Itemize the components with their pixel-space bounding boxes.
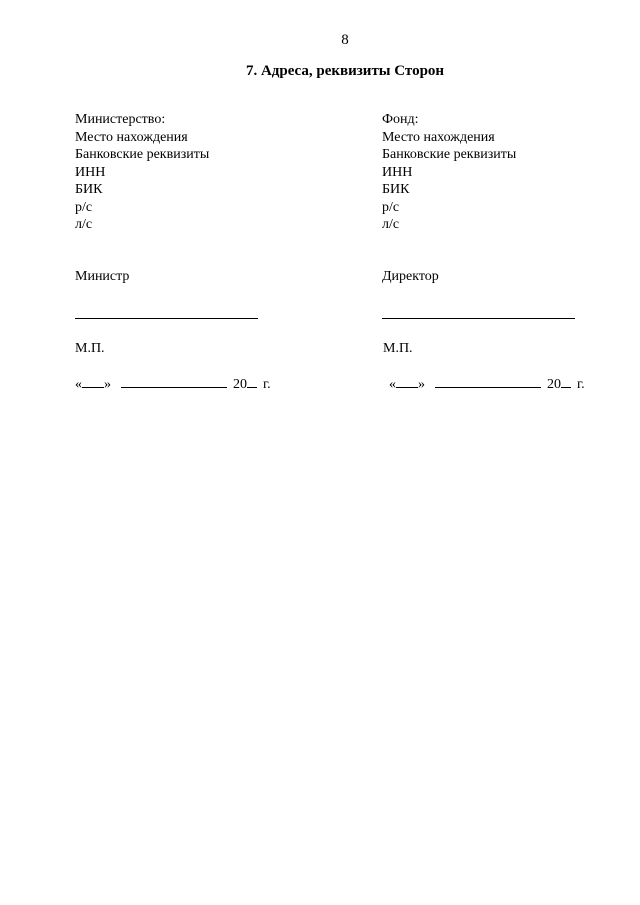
ministry-ls-label: л/с — [75, 217, 93, 232]
date-year-suffix: г. — [263, 377, 271, 392]
fund-bik-label: БИК — [382, 182, 410, 197]
ministry-bik-label: БИК — [75, 182, 103, 197]
minister-position-label: Министр — [75, 269, 130, 284]
date-year-prefix: 20 — [547, 377, 561, 392]
date-year-suffix: г. — [577, 377, 585, 392]
director-position-label: Директор — [382, 269, 439, 284]
date-close-quote: » — [104, 377, 111, 392]
fund-requisites-block — [382, 111, 516, 234]
date-day-blank — [82, 375, 104, 388]
minister-stamp-label: М.П. — [75, 341, 105, 356]
date-month-blank — [435, 375, 541, 388]
ministry-rs-label: р/с — [75, 199, 93, 215]
fund-rs-label: р/с — [382, 199, 400, 215]
section-title: 7. Адреса, реквизиты Сторон — [245, 63, 445, 79]
date-year-prefix: 20 — [233, 377, 247, 392]
ministry-inn-label: ИНН — [75, 164, 106, 180]
ministry-bank-label: Банковские реквизиты — [75, 147, 210, 162]
date-year-blank — [247, 375, 257, 388]
fund-label: Фонд: — [382, 112, 419, 127]
date-year-blank — [561, 375, 571, 388]
date-open-quote: « — [389, 377, 396, 392]
minister-date-line — [75, 375, 271, 393]
fund-inn-label: ИНН — [382, 164, 413, 180]
director-stamp-label: М.П. — [383, 341, 413, 356]
fund-ls-label: л/с — [382, 217, 400, 232]
date-open-quote: « — [75, 377, 82, 392]
date-month-blank — [121, 375, 227, 388]
director-signature-line — [382, 318, 575, 319]
ministry-label: Министерство: — [75, 112, 166, 127]
minister-signature-line — [75, 318, 258, 319]
ministry-address-label: Место нахождения — [75, 129, 188, 145]
page-number: 8 — [341, 32, 349, 48]
fund-bank-label: Банковские реквизиты — [382, 147, 517, 162]
date-close-quote: » — [418, 377, 425, 392]
fund-address-label: Место нахождения — [382, 129, 495, 145]
director-date-line — [389, 375, 585, 393]
ministry-requisites-block — [75, 111, 209, 234]
date-day-blank — [396, 375, 418, 388]
